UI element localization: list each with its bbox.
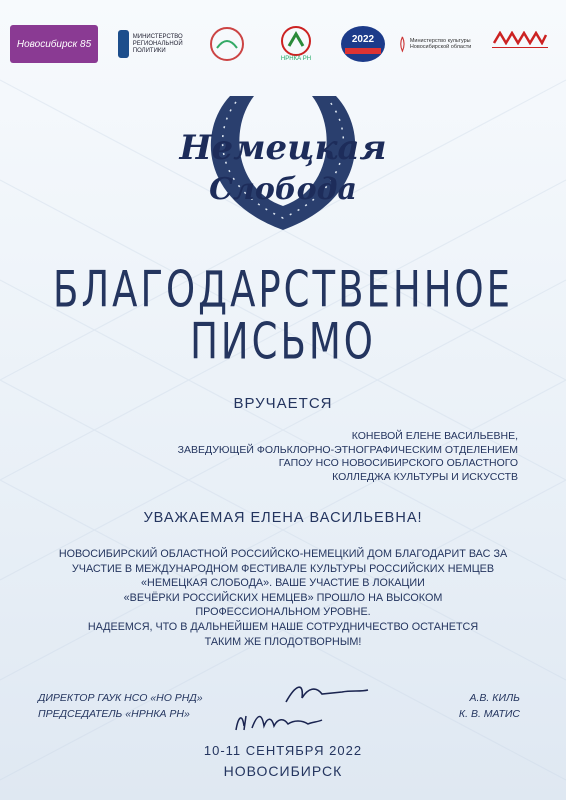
recipient-line: ГАПОУ НСО НОВОСИБИРСКОГО ОБЛАСТНОГО	[278, 457, 518, 469]
partner-logos	[0, 18, 566, 70]
brand-line-2: Слобода	[209, 172, 357, 207]
awarded-label: ВРУЧАЕТСЯ	[233, 395, 333, 412]
body-line: ПРОФЕССИОНАЛЬНОМ УРОВНЕ.	[195, 606, 371, 619]
body-line: НОВОСИБИРСКИЙ ОБЛАСТНОЙ РОССИЙСКО-НЕМЕЦКИЙ ДОМ БЛАГОДАРИТ ВАС ЗА	[58, 548, 508, 560]
chairman-title: ПРЕДСЕДАТЕЛЬ «НРНКА РН»	[38, 708, 190, 720]
title-line-1: БЛАГОДАРСТВЕННОЕ	[52, 260, 514, 319]
coat-of-arms-icon	[118, 30, 129, 58]
body-line: УЧАСТИЕ В МЕЖДУНАРОДНОМ ФЕСТИВАЛЕ КУЛЬТУРЫ РОССИЙСКИХ НЕМЦЕВ	[71, 562, 495, 575]
recipient-line: КОНЕВОЙ ЕЛЕНЕ ВАСИЛЬЕВНЕ,	[351, 430, 518, 442]
svg-text:2022: 2022	[351, 34, 375, 45]
recipient-line: ЗАВЕДУЮЩЕЙ ФОЛЬКЛОРНО-ЭТНОГРАФИЧЕСКИМ ОТДЕЛЕНИЕМ	[177, 443, 518, 456]
chairman-name: К. В. МАТИС	[458, 708, 520, 720]
director-name: А.В. КИЛЬ	[469, 692, 520, 704]
round-emblem-logo	[208, 18, 246, 70]
body-line: «ВЕЧЁРКИ РОССИЙСКИХ НЕМЦЕВ» ПРОШЛО НА ВЫСОКОМ	[123, 591, 443, 604]
red-ornament-logo	[488, 18, 552, 70]
recipient-block	[158, 430, 518, 484]
director-title: ДИРЕКТОР ГАУК НСО «НО РНД»	[38, 692, 203, 704]
greeting: УВАЖАЕМАЯ ЕЛЕНА ВАСИЛЬЕВНА!	[143, 510, 423, 526]
event-city: НОВОСИБИРСК	[223, 763, 343, 779]
title-line-2: ПИСЬМО	[190, 312, 376, 371]
letter-body	[38, 547, 528, 649]
novosibirsk-85-logo: Новосибирск 85	[10, 18, 98, 70]
body-line: «НЕМЕЦКАЯ СЛОБОДА». ВАШЕ УЧАСТИЕ В ЛОКАЦИИ	[141, 577, 425, 590]
chairman-signature	[232, 706, 324, 736]
body-line: ТАКИМ ЖЕ ПЛОДОТВОРНЫМ!	[204, 635, 362, 648]
event-date: 10-11 СЕНТЯБРЯ 2022	[203, 743, 363, 758]
nrnka-logo: НРНКА РН	[268, 18, 324, 70]
body-line: НАДЕЕМСЯ, ЧТО В ДАЛЬНЕЙШЕМ НАШЕ СОТРУДНИЧЕСТВО ОСТАНЕТСЯ	[87, 620, 479, 633]
recipient-line: КОЛЛЕДЖА КУЛЬТУРЫ И ИСКУССТВ	[332, 470, 518, 483]
brand-line-1: Немецкая	[179, 128, 387, 168]
year-2022-logo	[338, 18, 388, 70]
culture-ministry-logo: Министерство культуры Новосибирской области	[398, 18, 478, 70]
director-signature	[282, 680, 372, 708]
ministry-regional-policy-logo: МИНИСТЕРСТВО РЕГИОНАЛЬНОЙ ПОЛИТИКИ	[118, 18, 206, 70]
